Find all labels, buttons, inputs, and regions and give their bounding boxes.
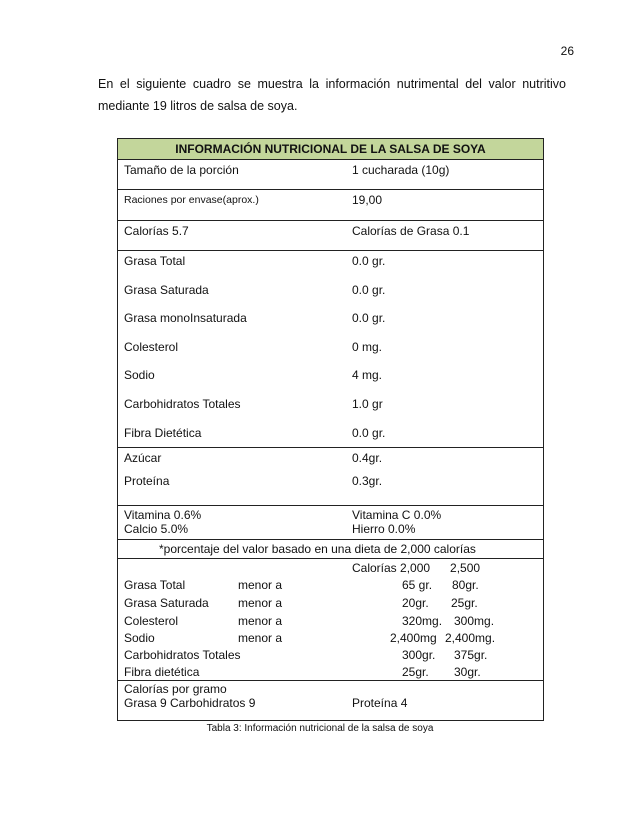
nutrient-line (118, 473, 543, 493)
nutrient-line (118, 425, 543, 447)
nutrient-line (118, 282, 543, 311)
serving-label: Tamaño de la porción (124, 163, 239, 177)
servings-label: Raciones por envase(aprox.) (124, 194, 259, 206)
reference-name: Grasa Saturada (124, 595, 209, 610)
reference-2500: 2,400mg. (445, 630, 496, 645)
nutrient-value: 0.0 gr. (352, 254, 386, 268)
intro-paragraph: En el siguiente cuadro se muestra la información nutrimental del valor nutritivo mediante 19 litros de salsa de soya. (98, 77, 566, 113)
nutrient-line (118, 310, 543, 339)
per-gram-protein: Proteína 4 (352, 695, 408, 710)
reference-2000: 65 gr. (402, 577, 433, 592)
vitamins-left (118, 508, 352, 539)
nutrient-label: Colesterol (124, 339, 179, 354)
nutrient-label: Grasa monoInsaturada (124, 311, 247, 326)
reference-header-line (124, 560, 543, 576)
footnote-text: *porcentaje del valor basado en una dieta de 2,000 calorías (159, 541, 476, 556)
per-gram-row (118, 681, 543, 720)
vitamin-c: Vitamina C 0.0% (352, 507, 442, 522)
serving-row (118, 160, 543, 190)
reference-2000: 20gr. (402, 595, 429, 610)
reference-line (124, 647, 543, 663)
nutrient-value: 4 mg. (352, 368, 383, 383)
nutrient-value: 0.0 gr. (352, 282, 386, 297)
nutrient-line (118, 253, 543, 282)
page-number: 26 (560, 44, 574, 58)
nutrient-value: 0.0 gr. (352, 311, 386, 326)
table-title: INFORMACIÓN NUTRICIONAL DE LA SALSA DE SOYA (118, 139, 543, 160)
reference-line (124, 664, 543, 680)
nutrient-line (118, 339, 543, 368)
nutrient-label: Fibra Dietética (124, 425, 202, 440)
reference-line (124, 630, 543, 646)
nutrient-label: Sodio (124, 368, 155, 383)
reference-2000: 320mg. (402, 613, 443, 628)
reference-2500: 375gr. (454, 647, 488, 662)
nutrient-line (118, 367, 543, 396)
nutrient-value: 1.0 gr (352, 396, 383, 411)
per-gram-left (118, 682, 352, 720)
caption-text: Tabla 3: Información nutricional de la salsa de soya (206, 723, 434, 734)
table-caption (0, 723, 638, 734)
nutrients-group (118, 251, 543, 448)
reference-block (118, 559, 543, 681)
reference-name: Fibra dietética (124, 664, 200, 679)
footnote-row (118, 540, 543, 559)
servings-value: 19,00 (352, 193, 383, 207)
reference-line (124, 595, 543, 611)
reference-2500: 30gr. (454, 664, 481, 679)
reference-2500: 300mg. (454, 613, 495, 628)
nutrient-value: 0.4gr. (352, 450, 383, 465)
vitamin-a: Vitamina 0.6% (124, 507, 202, 522)
nutrient-label: Grasa Saturada (124, 282, 209, 297)
nutrient-label: Proteína (124, 473, 170, 488)
reference-limit: menor a (238, 577, 283, 592)
serving-value: 1 cucharada (10g) (352, 163, 450, 177)
servings-row (118, 190, 543, 221)
reference-header: Calorías 2,000 2,500 (352, 560, 481, 575)
reference-limit: menor a (238, 613, 283, 628)
per-gram-fat-carbs: Grasa 9 Carbohidratos 9 (124, 695, 256, 710)
nutrition-table (117, 138, 544, 721)
iron: Hierro 0.0% (352, 521, 416, 536)
reference-2000: 300gr. (402, 647, 436, 662)
reference-name: Colesterol (124, 613, 179, 628)
nutrient-label: Grasa Total (124, 254, 186, 268)
nutrient-value: 0.3gr. (352, 473, 383, 488)
calcium: Calcio 5.0% (124, 521, 189, 536)
nutrient-line (118, 450, 543, 473)
nutrient-label: Carbohidratos Totales (124, 396, 241, 411)
reference-line (124, 613, 543, 629)
reference-name: Carbohidratos Totales (124, 647, 241, 662)
nutrients-group-2 (118, 448, 543, 506)
reference-name: Sodio (124, 630, 155, 645)
nutrient-label: Azúcar (124, 450, 162, 465)
reference-limit: menor a (238, 630, 283, 645)
calories-row (118, 221, 543, 251)
nutrient-value: 0 mg. (352, 339, 383, 354)
reference-name: Grasa Total (124, 577, 186, 592)
calories-label: Calorías 5.7 (124, 224, 189, 238)
reference-2500: 80gr. (452, 577, 479, 592)
reference-line (124, 577, 543, 593)
reference-2500: 25gr. (451, 595, 478, 610)
per-gram-right (352, 682, 543, 720)
reference-2000: 2,400mg (390, 630, 437, 645)
nutrient-value: 0.0 gr. (352, 425, 386, 440)
nutrient-line (118, 396, 543, 425)
per-gram-label: Calorías por gramo (124, 681, 227, 696)
vitamins-row (118, 506, 543, 540)
vitamins-right (352, 508, 543, 539)
reference-limit: menor a (238, 595, 283, 610)
calories-fat: Calorías de Grasa 0.1 (352, 224, 470, 238)
reference-2000: 25gr. (402, 664, 429, 679)
